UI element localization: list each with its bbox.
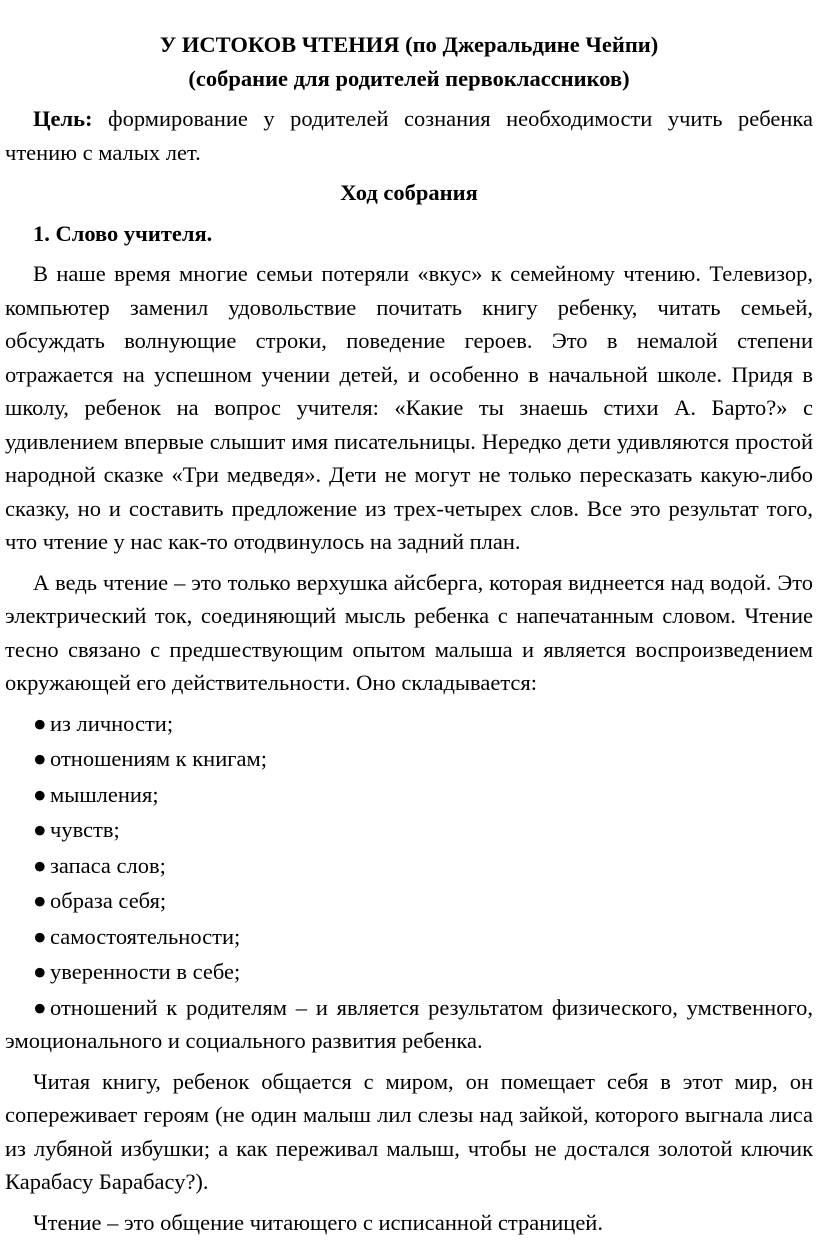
goal-paragraph [5, 102, 813, 169]
section-heading: Ход собрания [340, 180, 478, 205]
list-item [5, 707, 813, 741]
list-item [5, 920, 813, 954]
list-item-text: чувств; [50, 817, 120, 842]
list-item [5, 991, 813, 1058]
body-paragraph: Чтение – это общение читающего с исписанной страницей. [33, 1209, 603, 1235]
list-item [5, 955, 813, 989]
list-item [5, 813, 813, 847]
goal-text: формирование у родителей сознания необходимости учить ребенка чтению с малых лет. [5, 106, 813, 165]
list-item-text: из личности; [50, 710, 174, 736]
bullet-icon: ● [33, 959, 47, 984]
list-item-text: образа себя; [50, 888, 167, 913]
list-item-text: запаса слов; [50, 852, 166, 878]
bullet-list [5, 707, 813, 1058]
list-item [5, 742, 813, 776]
body-paragraph: А ведь чтение – это только верхушка айсберга, которая виднеется над водой. Это электрический ток, соединяющий мысль ребенка с напечатанным словом. Чтение тесно связано с предшествующим опытом малыша и является воспроизведением окружающей его действительности. Оно складывается: [5, 569, 813, 695]
step-heading: 1. Слово учителя. [33, 220, 213, 246]
bullet-icon: ● [33, 710, 47, 736]
list-item-text: самостоятельности; [50, 923, 241, 949]
list-item [5, 849, 813, 883]
document-subtitle: (собрание для родителей первоклассников) [188, 65, 630, 91]
bullet-icon: ● [33, 781, 47, 807]
bullet-icon: ● [33, 888, 47, 913]
document-title: У ИСТОКОВ ЧТЕНИЯ (по Джеральдине Чейпи) [159, 32, 659, 57]
bullet-icon: ● [33, 923, 47, 949]
body-paragraph: В наше время многие семьи потеряли «вкус» к семейному чтению. Телевизор, компьютер заменил удовольствие почитать книгу ребенку, читать семьей, обсуждать волнующие строки, поведение героев. Это в немалой степени отражается на успешном учении детей, и особенно в начальной школе. Придя в школу, ребенок на вопрос учителя: «Какие ты знаешь стихи А. Барто?» с удивлением впервые слышит имя писательницы. Нередко дети удивляются простой народной сказке «Три медведя». Дети не могут не только пересказать какую-либо сказку, но и составить предложение из трех-четырех слов. Все это результат того, что чтение у нас как-то отодвинулось на задний план. [5, 261, 813, 554]
list-item-text: отношений к родителям – и является результатом физического, умственного, эмоционального и социального развития ребенка. [5, 994, 813, 1053]
bullet-icon: ● [33, 994, 47, 1020]
list-item [5, 884, 813, 918]
goal-label: Цель: [33, 106, 93, 131]
body-paragraph: Читая книгу, ребенок общается с миром, он помещает себя в этот мир, он сопереживает героям (не один малыш лил слезы над зайкой, которого выгнала лиса из лубяной избушки; а как переживал малыш, чтобы не достался золотой ключик Карабасу Барабасу?). [5, 1068, 813, 1194]
list-item [5, 778, 813, 812]
bullet-icon: ● [33, 852, 47, 878]
bullet-icon: ● [33, 817, 47, 842]
list-item-text: уверенности в себе; [50, 959, 241, 984]
list-item-text: отношениям к книгам; [50, 746, 267, 771]
bullet-icon: ● [33, 746, 47, 771]
list-item-text: мышления; [50, 781, 159, 807]
